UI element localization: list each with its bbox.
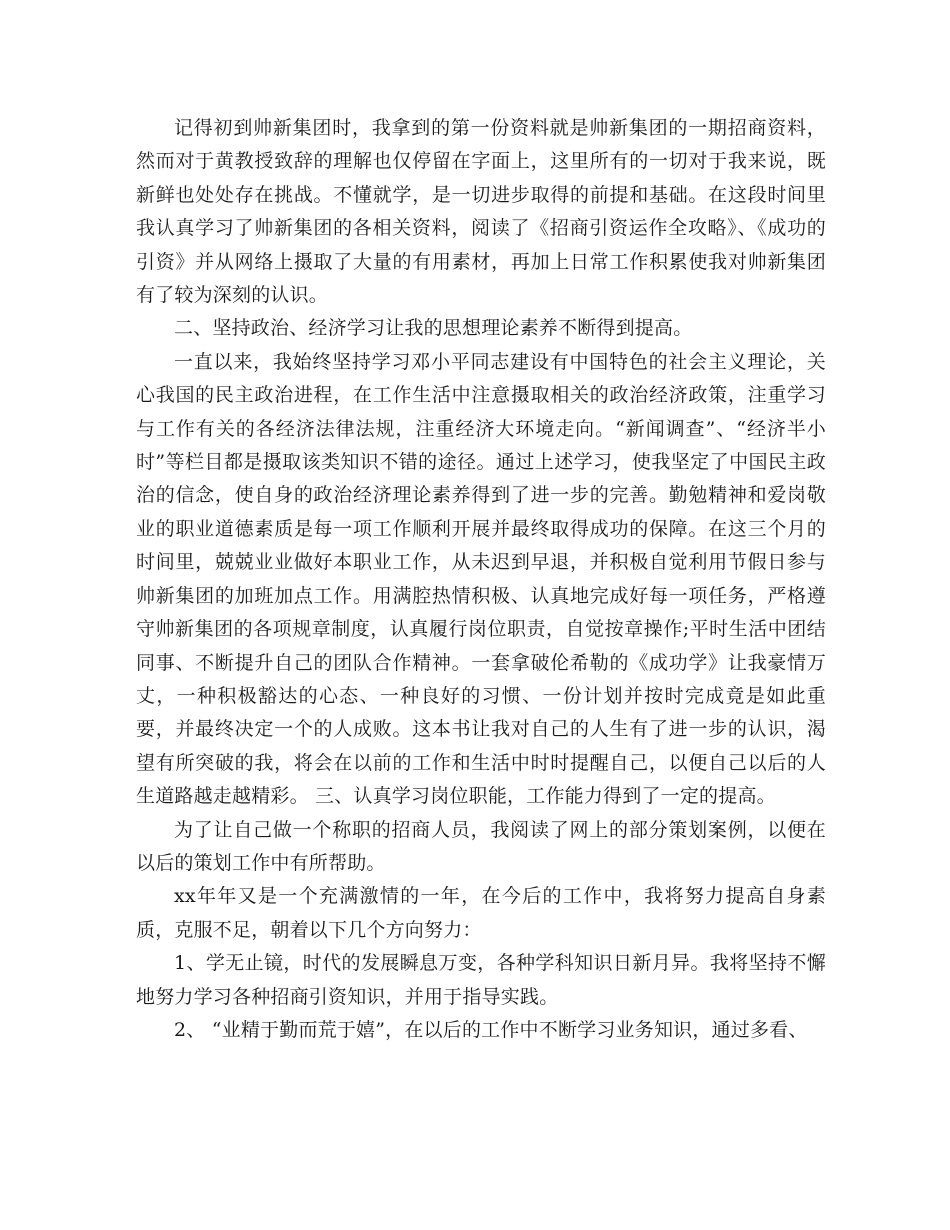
list-item-1: 1、学无止镜，时代的发展瞬息万变，各种学科知识日新月异。我将坚持不懈地努力学习各种招商引资知识，并用于指导实践。 xyxy=(136,952,826,1008)
paragraph-political-study: 一直以来，我始终坚持学习邓小平同志建设有中国特色的社会主义理论，关心我国的民主政治进程，在工作生活中注意摄取相关的政治经济政策，注重学习与工作有关的各经济法律法规，注重经济大环境走向。“新闻调查”、“经济半小时”等栏目都是摄取该类知识不错的途径。通过上述学习，使我坚定了中国民主政治的信念，使自身的政治经济理论素养得到了进一步的完善。勤勉精神和爱岗敬业的职业道德素质是每一项工作顺利开展并最终取得成功的保障。在这三个月的时间里，兢兢业业做好本职业工作，从未迟到早退，并积极自觉利用节假日参与帅新集团的加班加点工作。用满腔热情积极、认真地完成好每一项任务，严格遵守帅新集团的各项规章制度，认真履行岗位职责，自觉按章操作;平时生活中团结同事、不断提升自己的团队合作精神。一套拿破伦希勒的《成功学》让我豪情万丈，一种积极豁达的心态、一种良好的习惯、一份计划并按时完成竟是如此重要，并最终决定一个的人成败。这本书让我对自己的人生有了进一步的认识，渴望有所突破的我，将会在以前的工作和生活中时时提醒自己，以便自己以后的人生道路越走越精彩。 三、认真学习岗位职能，工作能力得到了一定的提高。 xyxy=(136,350,826,808)
document-body xyxy=(136,112,826,1047)
list-item-2: 2、 “业精于勤而荒于嬉”，在以后的工作中不断学习业务知识，通过多看、 xyxy=(174,1018,808,1041)
paragraph-new-year: xx年年又是一个充满激情的一年，在今后的工作中，我将努力提高自身素质，克服不足，朝着以下几个方向努力： xyxy=(136,885,826,941)
paragraph-planning-cases: 为了让自己做一个称职的招商人员，我阅读了网上的部分策划案例，以便在以后的策划工作中有所帮助。 xyxy=(136,818,826,874)
section-heading-2: 二、坚持政治、经济学习让我的思想理论素养不断得到提高。 xyxy=(174,317,693,340)
paragraph-intro-materials: 记得初到帅新集团时，我拿到的第一份资料就是帅新集团的一期招商资料，然而对于黄教授致辞的理解也仅停留在字面上，这里所有的一切对于我来说，既新鲜也处处存在挑战。不懂就学，是一切进步取得的前提和基础。在这段时间里我认真学习了帅新集团的各相关资料，阅读了《招商引资运作全攻略》、《成功的引资》并从网络上摄取了大量的有用素材，再加上日常工作积累使我对帅新集团有了较为深刻的认识。 xyxy=(136,117,826,307)
